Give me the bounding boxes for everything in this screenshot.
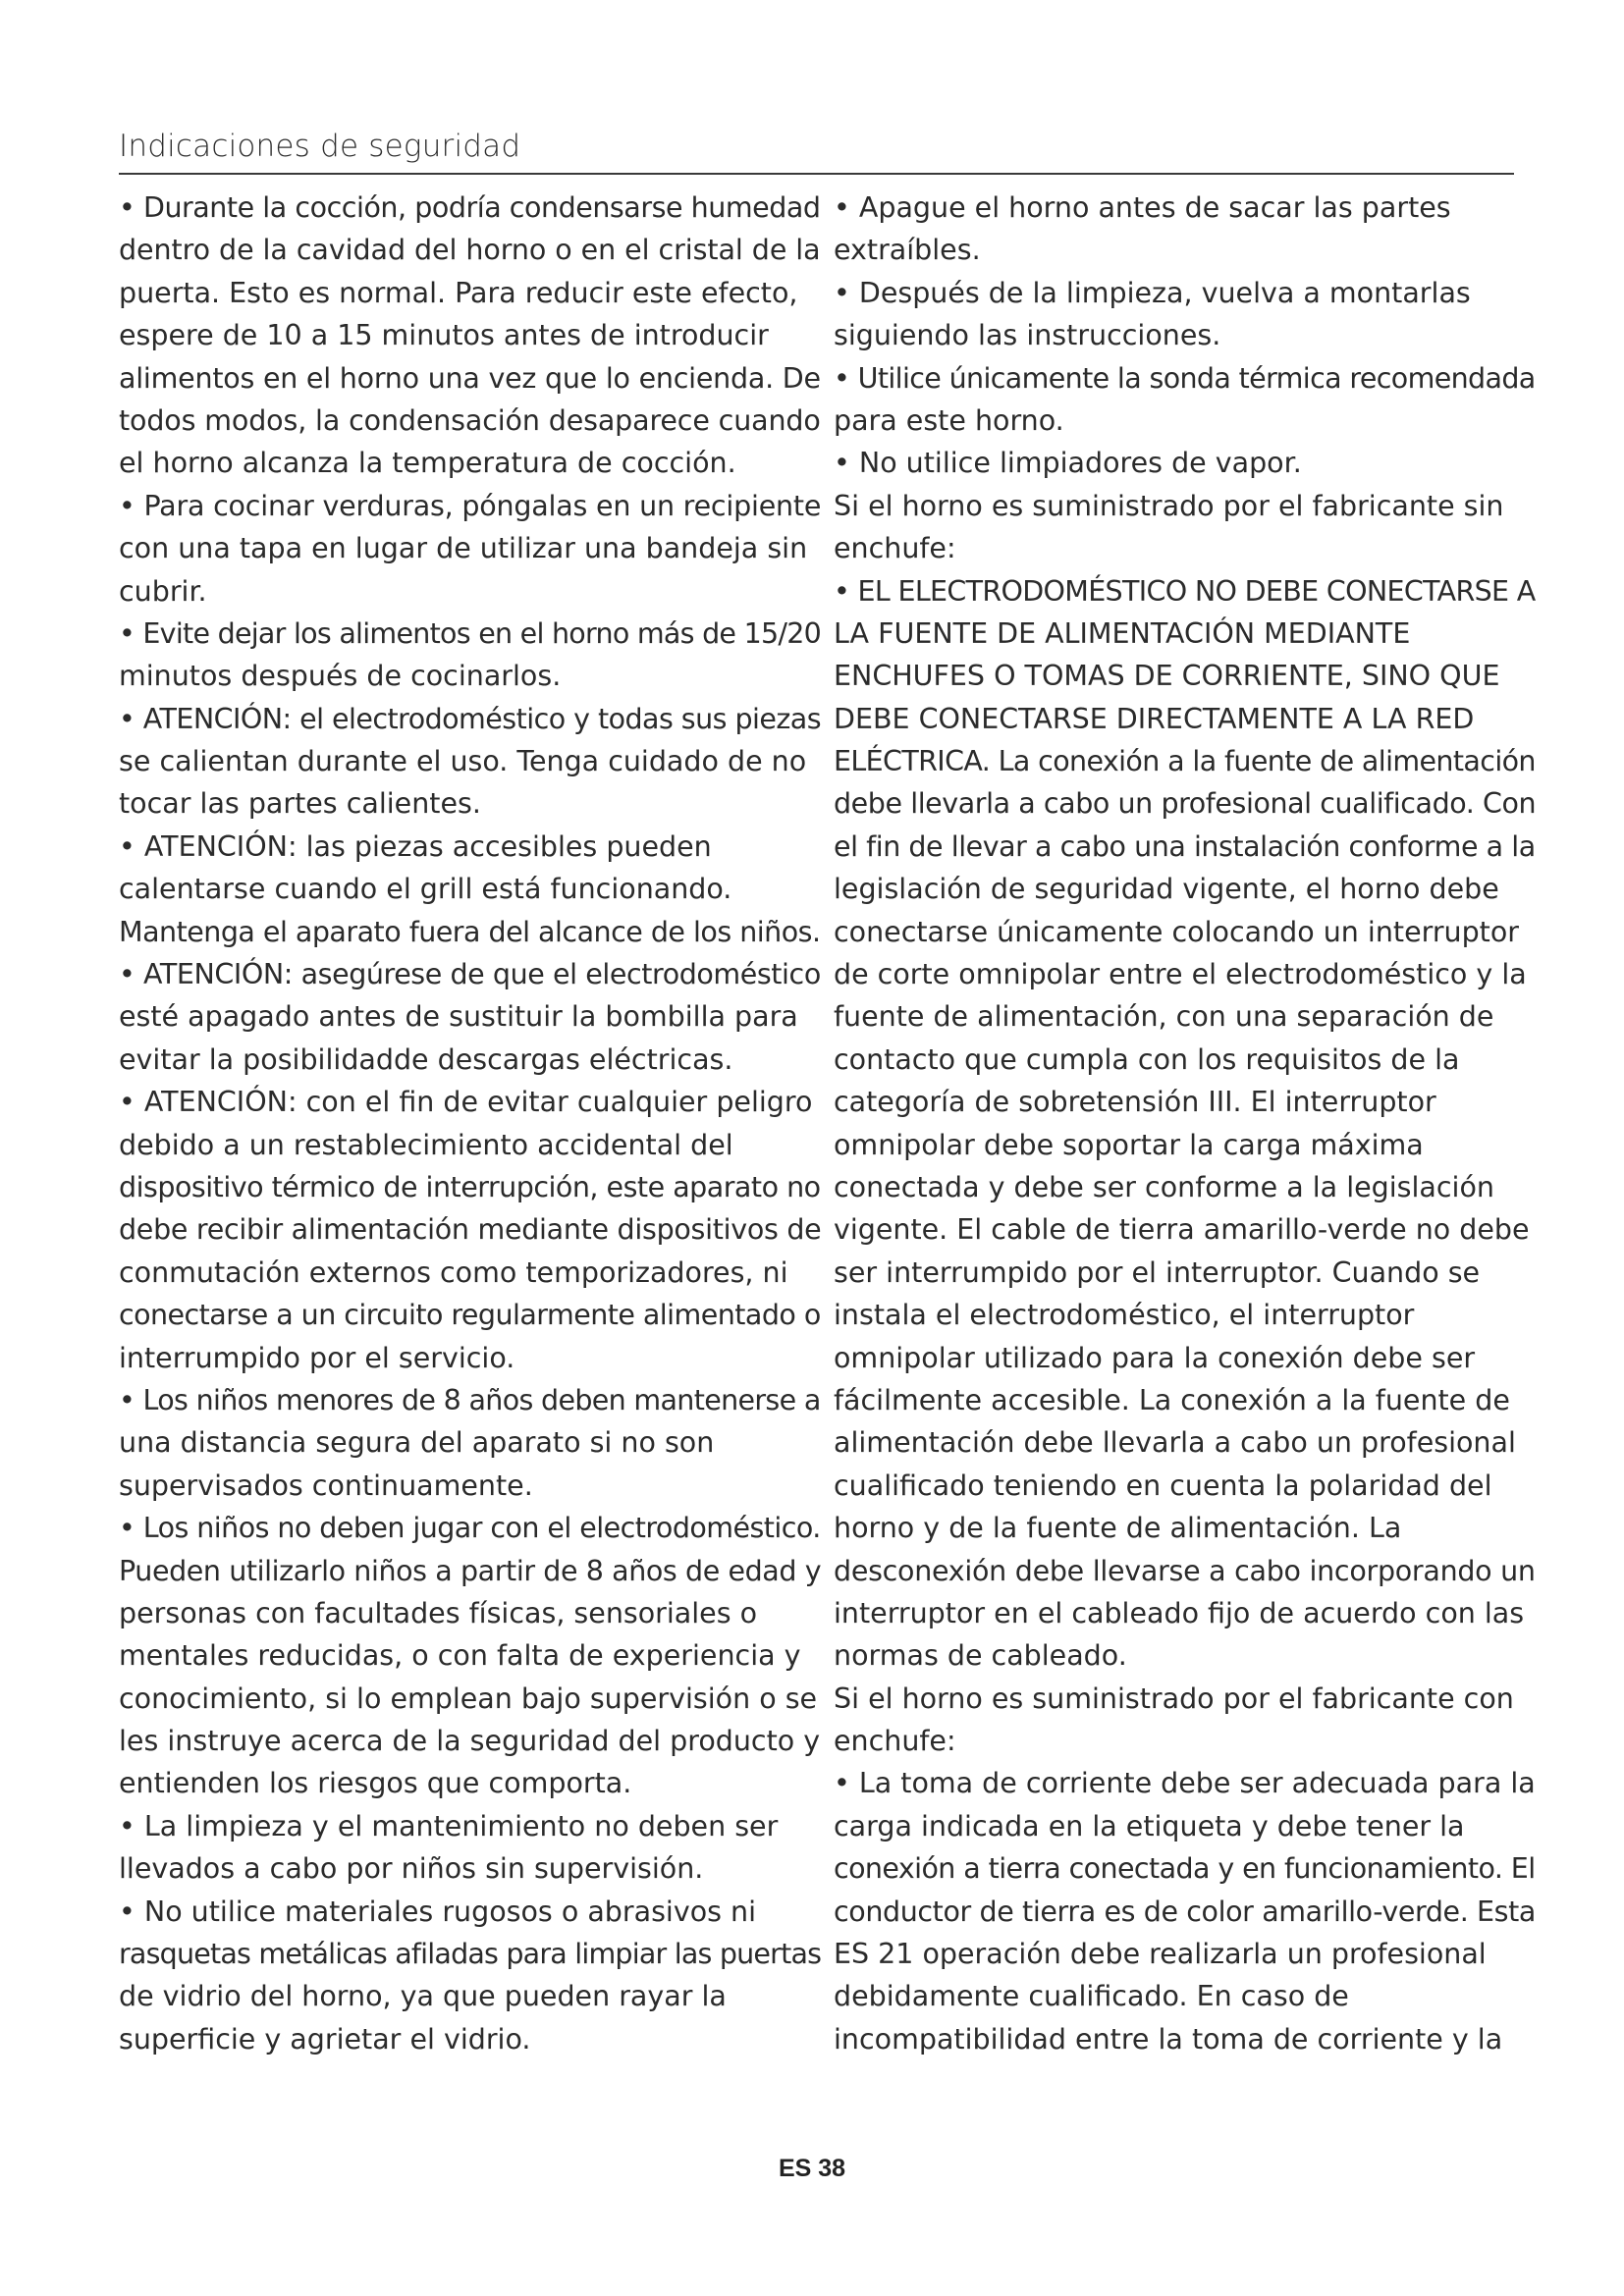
text-line: ELÉCTRICA. La conexión a la fuente de alimentación <box>834 745 1536 778</box>
text-line: ser interrumpido por el interruptor. Cuando se <box>834 1255 1481 1289</box>
text-line: • Utilice únicamente la sonda térmica recomendada <box>834 361 1536 395</box>
text-line: conocimiento, si lo emplean bajo supervisión o se <box>119 1682 818 1715</box>
text-line: minutos después de cocinarlos. <box>119 660 562 693</box>
text-line: mentales reducidas, o con falta de experiencia y <box>119 1639 801 1673</box>
text-line: enchufe: <box>834 1725 956 1758</box>
text-line: tocar las partes calientes. <box>119 787 481 821</box>
text-line: de vidrio del horno, ya que pueden rayar la <box>119 1980 727 2013</box>
text-line: ES 21 operación debe realizarla un profesional <box>834 1938 1487 1971</box>
text-line: desconexión debe llevarse a cabo incorporando un <box>834 1554 1536 1587</box>
text-line: fuente de alimentación, con una separación de <box>834 1000 1494 1034</box>
text-line: se calientan durante el uso. Tenga cuidado de no <box>119 745 807 778</box>
page-number: ES 38 <box>778 2155 846 2182</box>
text-line: legislación de seguridad vigente, el horno debe <box>834 873 1499 906</box>
text-line: el horno alcanza la temperatura de cocción. <box>119 447 736 480</box>
text-line: normas de cableado. <box>834 1639 1127 1673</box>
text-line: todos modos, la condensación desaparece cuando <box>119 403 821 437</box>
text-line: Mantenga el aparato fuera del alcance de los niños. <box>119 915 821 948</box>
text-line: espere de 10 a 15 minutos antes de introducir <box>119 319 769 352</box>
text-line: conectarse a un circuito regularmente alimentado o <box>119 1299 821 1332</box>
text-line: conectada y debe ser conforme a la legislación <box>834 1170 1494 1203</box>
text-line: • ATENCIÓN: asegúrese de que el electrodoméstico <box>119 958 821 991</box>
text-line: superficie y agrietar el vidrio. <box>119 2022 531 2056</box>
text-line: les instruye acerca de la seguridad del producto y <box>119 1725 821 1758</box>
text-line: alimentación debe llevarla a cabo un profesional <box>834 1426 1516 1460</box>
text-line: conectarse únicamente colocando un interruptor <box>834 915 1520 948</box>
text-line: personas con facultades físicas, sensoriales o <box>119 1596 758 1629</box>
text-line: • Durante la cocción, podría condensarse humedad <box>119 191 821 224</box>
text-line: entienden los riesgos que comporta. <box>119 1767 632 1800</box>
text-line: omnipolar debe soportar la carga máxima <box>834 1128 1424 1161</box>
text-line: • La toma de corriente debe ser adecuada para la <box>834 1767 1536 1800</box>
text-line: una distancia segura del aparato si no son <box>119 1426 715 1460</box>
text-line: • ATENCIÓN: con el fin de evitar cualquier peligro <box>119 1086 813 1119</box>
text-line: • ATENCIÓN: las piezas accesibles pueden <box>119 829 712 863</box>
text-line: interruptor en el cableado fijo de acuerdo con las <box>834 1596 1525 1629</box>
text-line: interrumpido por el servicio. <box>119 1341 515 1374</box>
text-line: vigente. El cable de tierra amarillo-verde no debe <box>834 1213 1530 1247</box>
text-line: • Evite dejar los alimentos en el horno más de 15/20 <box>119 616 822 650</box>
text-line: llevados a cabo por niños sin supervisión. <box>119 1852 704 1886</box>
text-line: de corte omnipolar entre el electrodoméstico y la <box>834 958 1527 991</box>
left-column <box>119 187 821 2060</box>
text-line: contacto que cumpla con los requisitos de la <box>834 1042 1460 1076</box>
text-line: carga indicada en la etiqueta y debe tener la <box>834 1809 1465 1842</box>
text-line: • Después de la limpieza, vuelva a montarlas <box>834 276 1471 309</box>
text-line: instala el electrodoméstico, el interruptor <box>834 1299 1415 1332</box>
text-line: conexión a tierra conectada y en funcionamiento. El <box>834 1852 1536 1886</box>
text-line: debido a un restablecimiento accidental del <box>119 1128 733 1161</box>
text-line: puerta. Esto es normal. Para reducir este efecto, <box>119 276 798 309</box>
text-line: • Apague el horno antes de sacar las partes <box>834 191 1451 224</box>
text-line: extraíbles. <box>834 234 981 267</box>
text-line: conmutación externos como temporizadores, ni <box>119 1255 788 1289</box>
text-line: fácilmente accesible. La conexión a la fuente de <box>834 1383 1510 1416</box>
text-line: conductor de tierra es de color amarillo-verde. Esta <box>834 1895 1536 1928</box>
text-line: horno y de la fuente de alimentación. La <box>834 1512 1402 1545</box>
text-line: • Los niños menores de 8 años deben mantenerse a <box>119 1383 821 1416</box>
text-line: alimentos en el horno una vez que lo encienda. De <box>119 361 821 395</box>
text-line: para este horno. <box>834 403 1064 437</box>
text-line: • No utilice materiales rugosos o abrasivos ni <box>119 1895 757 1928</box>
text-line: omnipolar utilizado para la conexión debe ser <box>834 1341 1476 1374</box>
text-line: • Para cocinar verduras, póngalas en un recipiente <box>119 489 822 522</box>
text-line: evitar la posibilidadde descargas eléctricas. <box>119 1042 733 1076</box>
text-line: • ATENCIÓN: el electrodoméstico y todas sus piezas <box>119 702 822 735</box>
text-line: • EL ELECTRODOMÉSTICO NO DEBE CONECTARSE A <box>834 574 1536 608</box>
text-line: debe recibir alimentación mediante dispositivos de <box>119 1213 822 1247</box>
text-line: supervisados continuamente. <box>119 1468 533 1502</box>
text-line: Pueden utilizarlo niños a partir de 8 años de edad y <box>119 1554 822 1587</box>
text-line: categoría de sobretensión III. El interruptor <box>834 1086 1436 1119</box>
text-line: calentarse cuando el grill está funcionando. <box>119 873 732 906</box>
text-line: DEBE CONECTARSE DIRECTAMENTE A LA RED <box>834 702 1475 735</box>
text-line: • Los niños no deben jugar con el electrodoméstico. <box>119 1512 821 1545</box>
text-line: Si el horno es suministrado por el fabricante con <box>834 1682 1514 1715</box>
text-line: ENCHUFES O TOMAS DE CORRIENTE, SINO QUE <box>834 660 1500 693</box>
text-line: el fin de llevar a cabo una instalación conforme a la <box>834 829 1536 863</box>
text-line: siguiendo las instrucciones. <box>834 319 1221 352</box>
text-line: Si el horno es suministrado por el fabricante sin <box>834 489 1504 522</box>
text-line: debe llevarla a cabo un profesional cualificado. Con <box>834 787 1537 821</box>
text-line: esté apagado antes de sustituir la bombilla para <box>119 1000 798 1034</box>
text-line: enchufe: <box>834 532 956 565</box>
text-line: cualificado teniendo en cuenta la polaridad del <box>834 1468 1492 1502</box>
text-line: rasquetas metálicas afiladas para limpiar las puertas <box>119 1938 822 1971</box>
text-line: LA FUENTE DE ALIMENTACIÓN MEDIANTE <box>834 616 1411 650</box>
right-column <box>834 187 1536 2060</box>
text-line: debidamente cualificado. En caso de <box>834 1980 1349 2013</box>
title-divider <box>119 173 1514 175</box>
text-line: • No utilice limpiadores de vapor. <box>834 447 1302 480</box>
text-line: dentro de la cavidad del horno o en el cristal de la <box>119 234 821 267</box>
text-line: con una tapa en lugar de utilizar una bandeja sin <box>119 532 808 565</box>
text-line: incompatibilidad entre la toma de corriente y la <box>834 2022 1503 2056</box>
text-line: • La limpieza y el mantenimiento no deben ser <box>119 1809 779 1842</box>
text-line: dispositivo térmico de interrupción, este aparato no <box>119 1170 821 1203</box>
text-line: cubrir. <box>119 574 207 608</box>
page-title: Indicaciones de seguridad <box>119 129 521 164</box>
